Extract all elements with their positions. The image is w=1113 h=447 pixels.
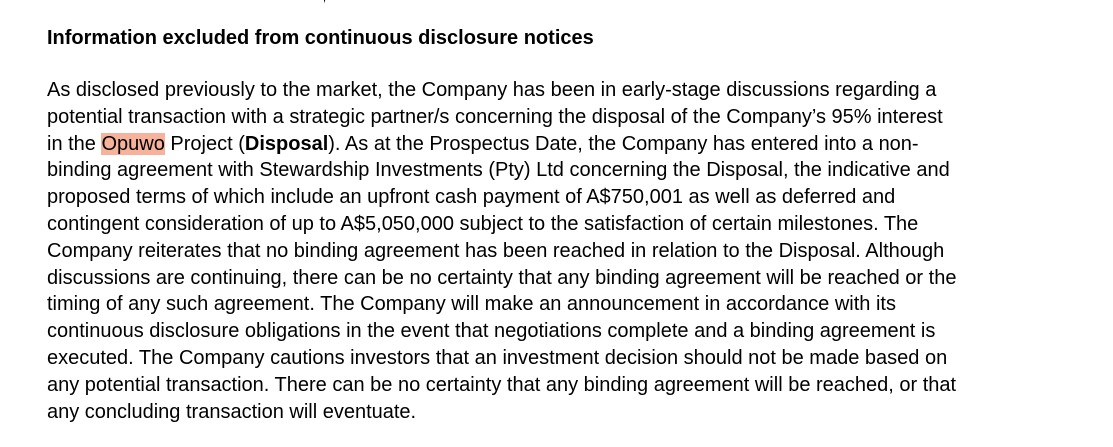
paragraph-line: discussions are continuing, there can be no certainty that any binding agreement will be reached or the: [47, 266, 957, 289]
paragraph-line: Company reiterates that no binding agreement has been reached in relation to the Disposal. Although: [47, 239, 945, 262]
clipped-text-artifact: [323, 0, 329, 2]
line-prefix: in the: [47, 132, 102, 155]
section-heading: Information excluded from continuous disclosure notices: [47, 27, 594, 49]
paragraph-line: any concluding transaction will eventuate.: [47, 400, 417, 423]
defined-term: Disposal: [244, 132, 329, 155]
highlighted-search-term: Opuwo: [101, 132, 165, 155]
disclosure-paragraph: [47, 77, 1077, 425]
paragraph-line: continuous disclosure obligations in the event that negotiations complete and a binding agreement is: [47, 320, 936, 343]
paragraph-line: any potential transaction. There can be no certainty that any binding agreement will be reached, or that: [47, 373, 957, 396]
paragraph-line: timing of any such agreement. The Company will make an announcement in accordance with its: [47, 293, 896, 316]
line-suffix: ). As at the Prospectus Date, the Company has entered into a non-: [328, 132, 919, 155]
line-middle: Project (: [164, 132, 245, 155]
paragraph-line: proposed terms of which include an upfront cash payment of A$750,001 as well as deferred and: [47, 186, 896, 209]
paragraph-line: contingent consideration of up to A$5,050,000 subject to the satisfaction of certain milestones. The: [47, 212, 919, 235]
paragraph-line: executed. The Company cautions investors that an investment decision should not be made based on: [47, 346, 948, 369]
paragraph-line: binding agreement with Stewardship Investments (Pty) Ltd concerning the Disposal, the indicative and: [47, 159, 950, 182]
paragraph-line: As disclosed previously to the market, the Company has been in early-stage discussions regarding a: [47, 79, 937, 101]
paragraph-line: [47, 131, 1077, 158]
paragraph-line: potential transaction with a strategic partner/s concerning the disposal of the Company’s 95% interest: [47, 105, 943, 128]
